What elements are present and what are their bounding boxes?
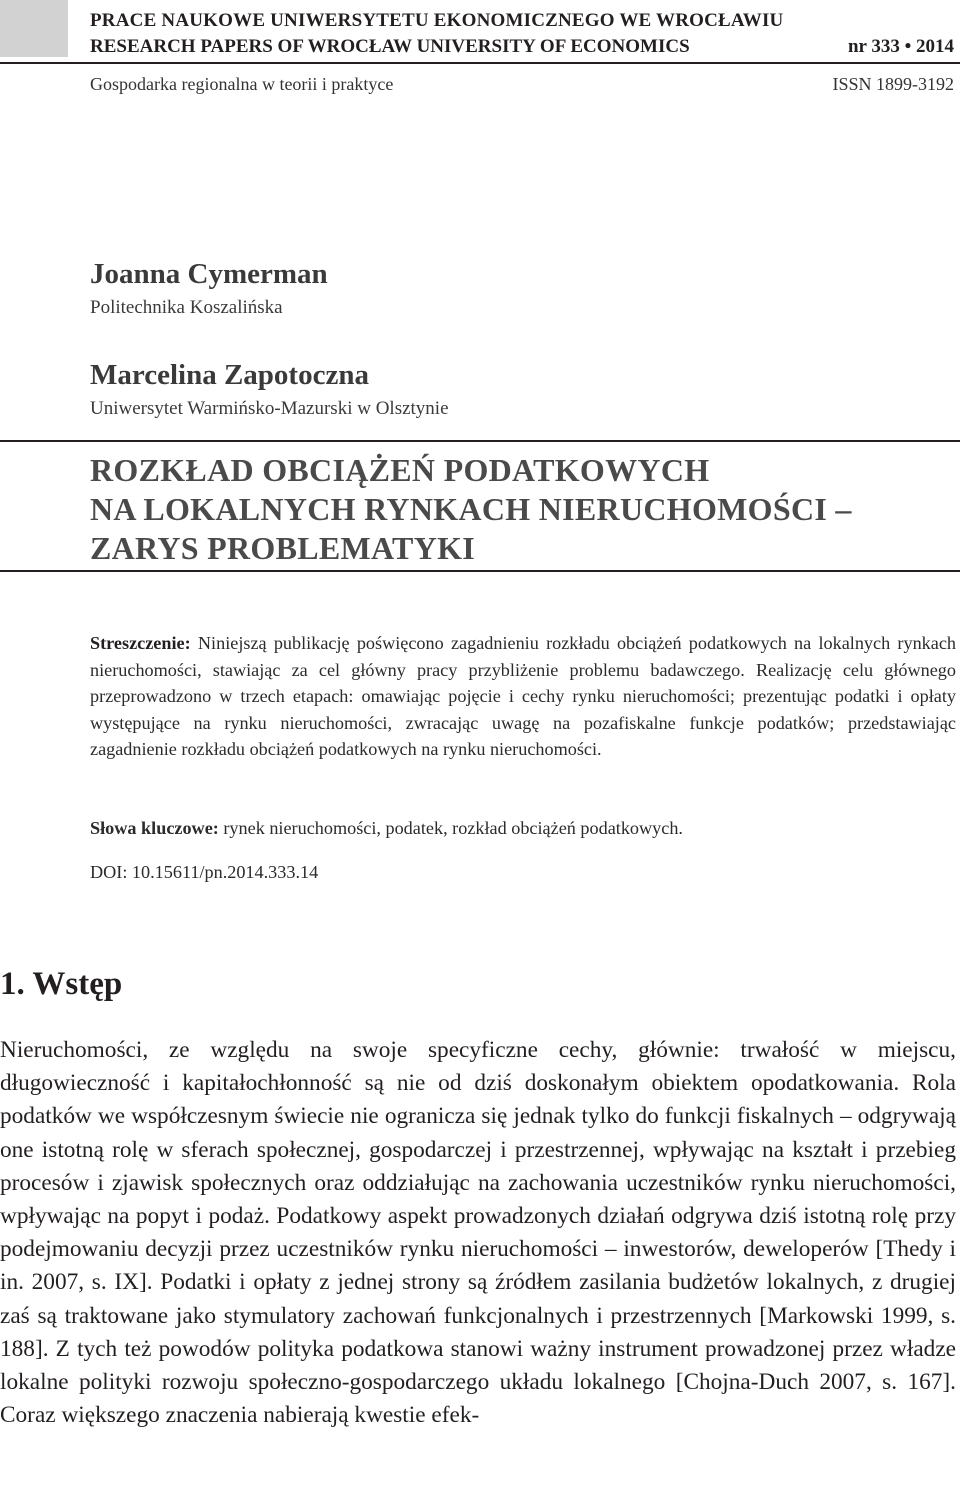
keywords [90, 818, 956, 839]
keywords-text: rynek nieruchomości, podatek, rozkład obciążeń podatkowych. [223, 818, 683, 838]
title-bottom-rule [0, 570, 960, 572]
title-line: ZARYS PROBLEMATYKI [90, 530, 476, 566]
header-divider [0, 62, 960, 64]
author-name: Joanna Cymerman [90, 258, 328, 290]
author-name: Marcelina Zapotoczna [90, 359, 369, 391]
body-paragraph: Nieruchomości, ze względu na swoje specyficzne cechy, głównie: trwałość w miejscu, długowieczność i kapitałochłonność są nie od dziś doskonałym obiektem opodatkowania. Rola podatków we współczesnym świecie nie ogranicza się jednak tylko do funkcji fiskalnych – odgrywają one istotną rolę w sferach społecznej, gospodarczej i przestrzennej, wpływając na kształt i przebieg procesów i zjawisk społecznych oraz oddziałując na zachowania uczestników rynku nieruchomości, wpływając na popyt i podaż. Podatkowy aspekt prowadzonych działań odgrywa dziś istotną rolę przy podejmowaniu decyzji przez uczestników rynku nieruchomości – inwestorów, deweloperów [Thedy i in. 2007, s. IX]. Podatki i opłaty z jednej strony są źródłem zasilania budżetów lokalnych, z drugiej zaś są traktowane jako stymulatory zachowań funkcjonalnych i przestrzennych [Markowski 1999, s. 188]. Z tych też powodów polityka podatkowa stanowi ważny instrument prowadzonej przez władze lokalne polityki rozwoju społeczno-gospodarczego układu lokalnego [Chojna-Duch 2007, s. 167]. Coraz większego znaczenia nabierają kwestie efek- [0, 1037, 956, 1429]
series-title-pl: PRACE NAUKOWE UNIWERSYTETU EKONOMICZNEGO WE WROCŁAWIU [90, 10, 784, 31]
journal-name: Gospodarka regionalna w teorii i praktyce [90, 74, 394, 94]
abstract-label: Streszczenie: [90, 633, 198, 653]
keywords-label: Słowa kluczowe: [90, 818, 224, 838]
corner-gray-box [0, 0, 68, 57]
abstract-text: Niniejszą publikację poświęcono zagadnieniu rozkładu obciążeń podatkowych na lokalnych rynkach nieruchomości, stawiając za cel główny pracy przybliżenie problemu badawczego. Realizację celu głównego przeprowadzono w trzech etapach: omawiając pojęcie i cechy rynku nieruchomości; prezentując podatki i opłaty występujące na rynku nieruchomości, zwracając uwagę na pozafiskalne funkcje podatków; przedstawiając zagadnienie rozkładu obciążeń podatkowych na rynku nieruchomości. [90, 633, 956, 759]
section-heading: 1. Wstęp [0, 966, 123, 1002]
author-affiliation: Uniwersytet Warmińsko-Mazurski w Olsztynie [90, 398, 449, 419]
author-affiliation: Politechnika Koszalińska [90, 297, 283, 318]
title-line: ROZKŁAD OBCIĄŻEŃ PODATKOWYCH [90, 452, 710, 488]
title-line: NA LOKALNYCH RYNKACH NIERUCHOMOŚCI – [90, 491, 852, 527]
journal-row [90, 74, 954, 95]
series-title-en-row [90, 36, 954, 58]
issn: ISSN 1899-3192 [832, 74, 954, 94]
series-title-en: RESEARCH PAPERS OF WROCŁAW UNIVERSITY OF ECONOMICS [90, 36, 690, 57]
issue-number: nr 333 • 2014 [847, 36, 954, 57]
abstract [90, 630, 956, 763]
paper-title [90, 451, 852, 568]
doi: DOI: 10.15611/pn.2014.333.14 [90, 862, 319, 882]
title-top-rule [0, 440, 960, 442]
